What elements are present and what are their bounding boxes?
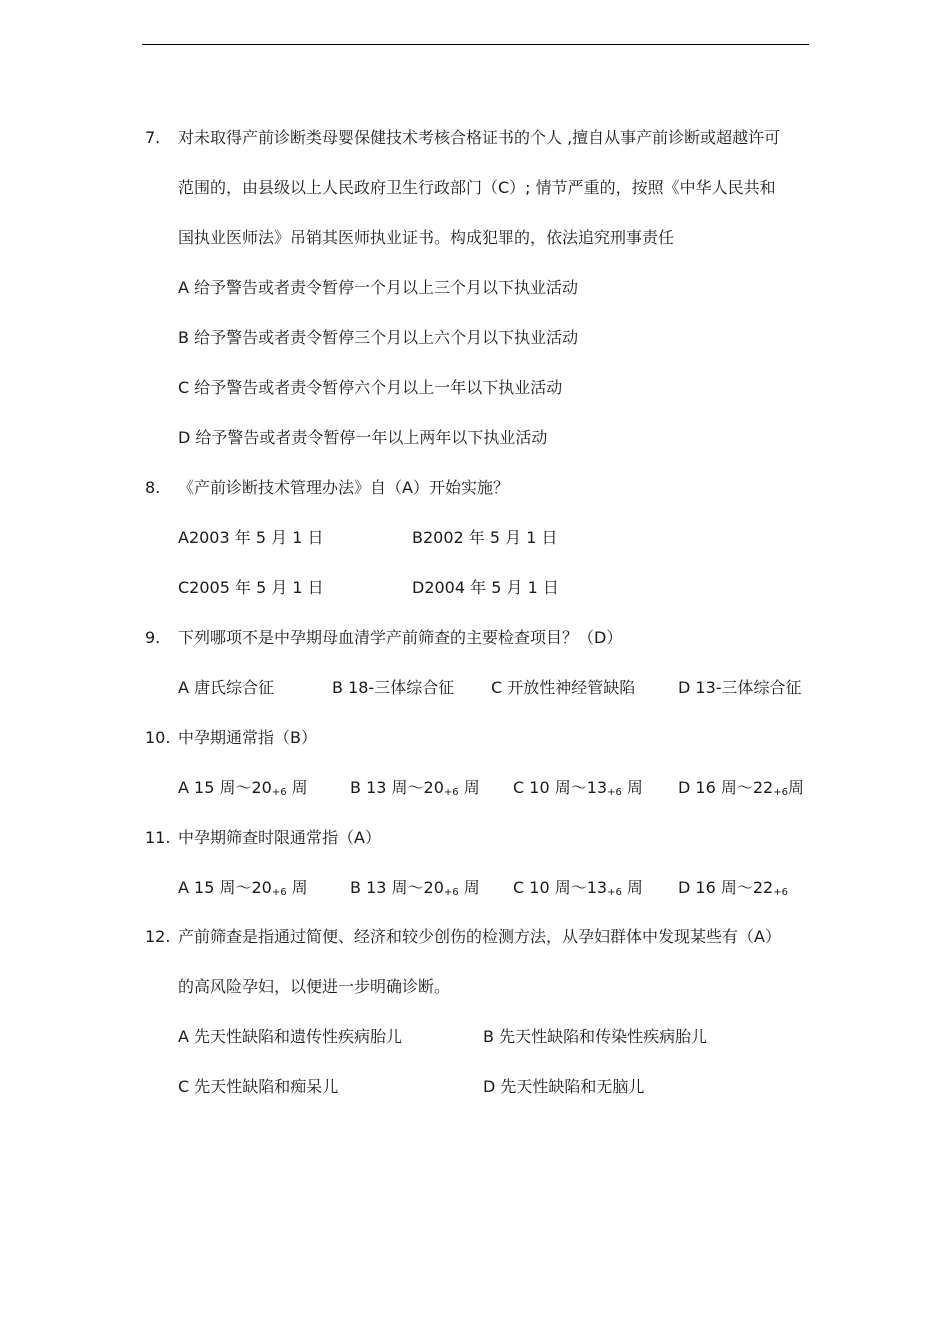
question-text: 《产前诊断技术管理办法》自（A）开始实施？ [178,478,509,497]
question-number: 11. [145,828,171,847]
option-d: D 先天性缺陷和无脑儿 [483,1077,645,1096]
question-text: 中孕期通常指（B） [178,728,317,747]
option-d: D 16 周$\sim 22_{+6}$ [678,878,788,898]
question-number: 12. [145,927,171,946]
question-number: 8. [145,478,161,497]
question-text-line: 的高风险孕妇，以便进一步明确诊断。 [178,977,451,996]
option-b: B 13 周$\sim 20_{+6}$ 周 [350,778,480,798]
option-d: D2004 年 5 月 1 日 [412,578,559,597]
option-b: B 给予警告或者责令暂停三个月以上六个月以下执业活动 [178,328,579,347]
option-b: B 先天性缺陷和传染性疾病胎儿 [483,1027,708,1046]
question-number: 9. [145,628,161,647]
option-c: C 先天性缺陷和痴呆儿 [178,1077,339,1096]
option-a: A 15 周$\sim 20_{+6}$ 周 [178,778,308,798]
option-c: C 开放性神经管缺陷 [491,678,636,697]
question-number: 7. [145,128,161,147]
option-a: A 给予警告或者责令暂停一个月以上三个月以下执业活动 [178,278,579,297]
option-d: D 16 周$\sim 22_{+6}$周 [678,778,804,798]
question-text-line: 对未取得产前诊断类母婴保健技术考核合格证书的个人 ,擅自从事产前诊断或超越许可 [178,128,781,147]
option-b: B 13 周$\sim 20_{+6}$ 周 [350,878,480,898]
question-text-line: 产前筛查是指通过简便、经济和较少创伤的检测方法，从孕妇群体中发现某些有（A） [178,927,781,946]
option-a: A 唐氏综合征 [178,678,275,697]
question-number: 10. [145,728,171,747]
question-text-line: 国执业医师法》吊销其医师执业证书。构成犯罪的，依法追究刑事责任 [178,228,675,247]
question-text: 下列哪项不是中孕期母血清学产前筛查的主要检查项目？（D） [178,628,623,647]
option-c: C 10 周$\sim 13_{+6}$ 周 [513,878,643,898]
option-b: B2002 年 5 月 1 日 [412,528,558,547]
option-a: A 先天性缺陷和遗传性疾病胎儿 [178,1027,403,1046]
header-rule [142,44,809,45]
question-text: 中孕期筛查时限通常指（A） [178,828,381,847]
option-c: C2005 年 5 月 1 日 [178,578,324,597]
option-c: C 给予警告或者责令暂停六个月以上一年以下执业活动 [178,378,563,397]
option-a: A2003 年 5 月 1 日 [178,528,324,547]
option-b: B 18-三体综合征 [332,678,455,697]
option-d: D 13-三体综合征 [678,678,802,697]
option-c: C 10 周$\sim 13_{+6}$ 周 [513,778,643,798]
question-text-line: 范围的，由县级以上人民政府卫生行政部门（C）; 情节严重的，按照《中华人民共和 [178,178,776,197]
option-a: A 15 周$\sim 20_{+6}$ 周 [178,878,308,898]
option-d: D 给予警告或者责令暂停一年以上两年以下执业活动 [178,428,548,447]
